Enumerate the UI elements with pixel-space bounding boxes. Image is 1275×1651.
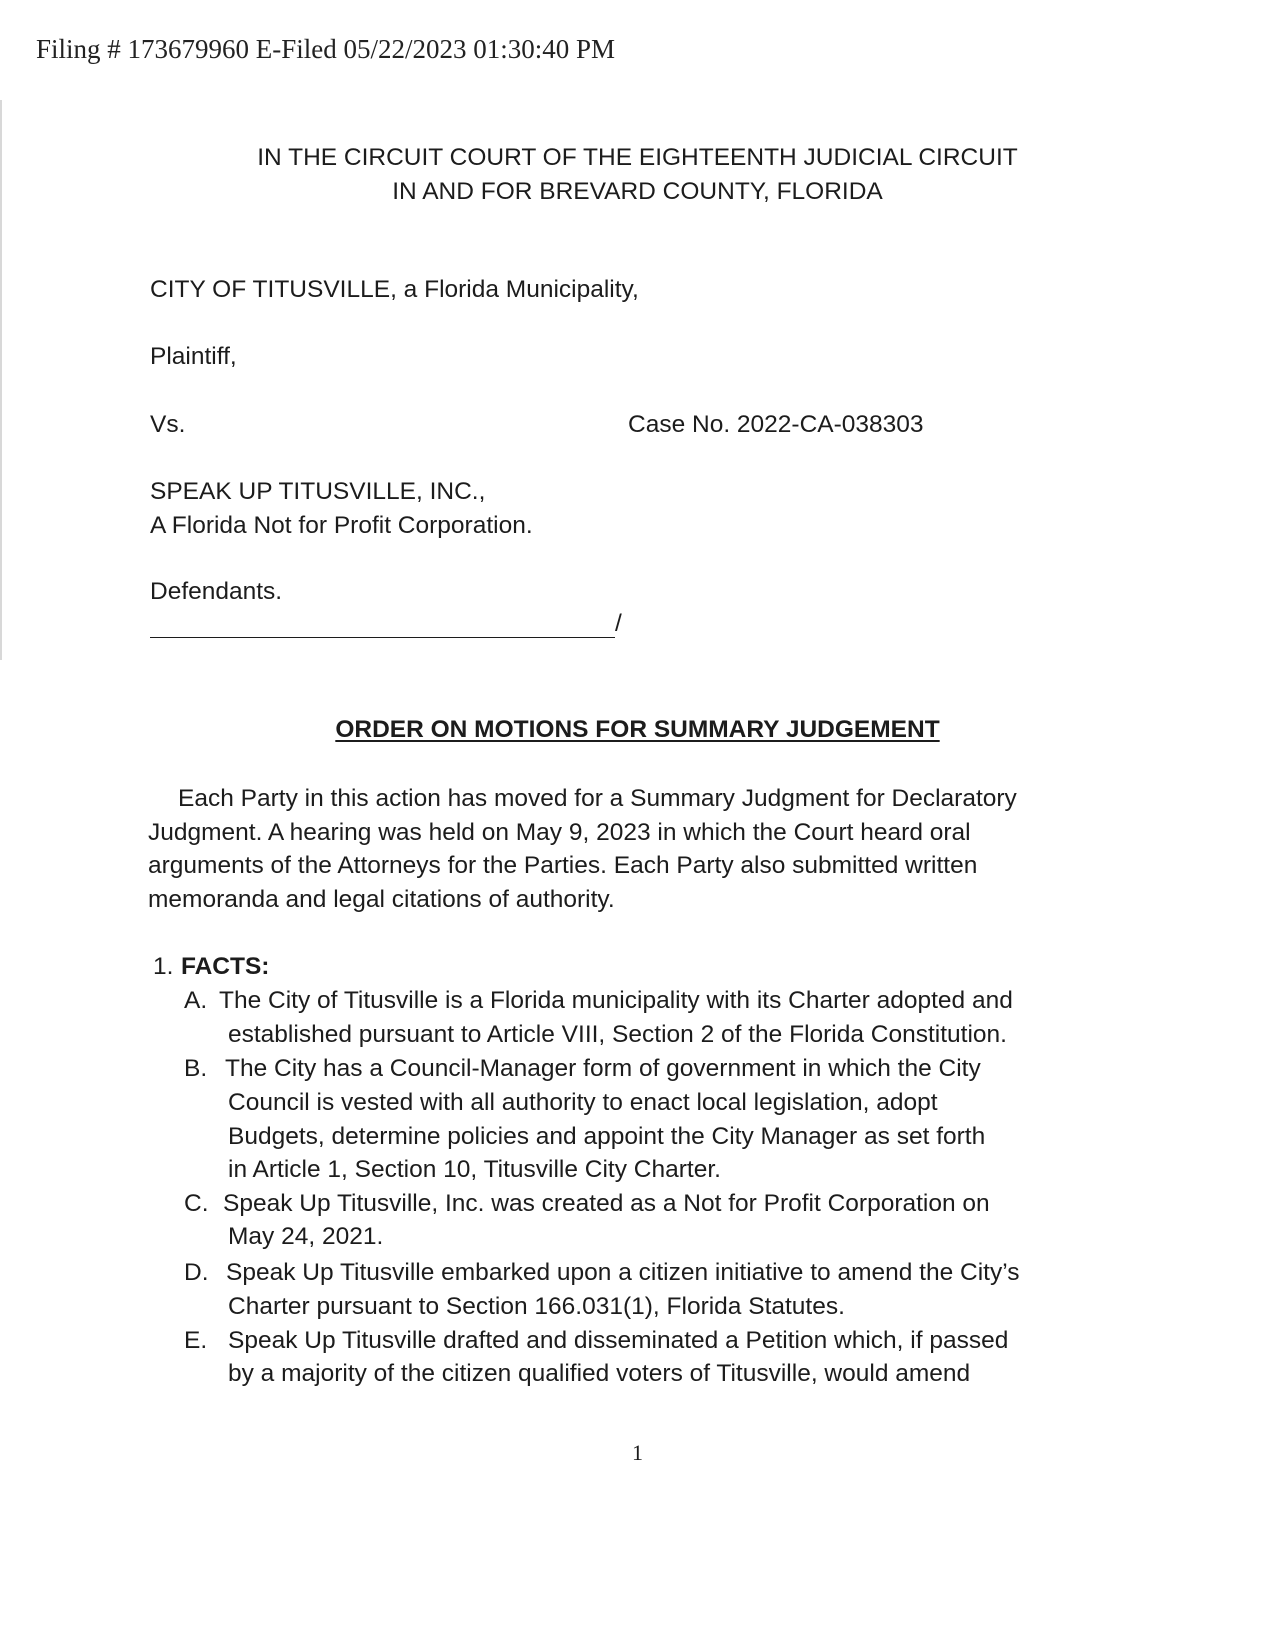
fact-b-line-3: Budgets, determine policies and appoint the City Manager as set forth — [228, 1123, 986, 1150]
fact-a-line-1: The City of Titusville is a Florida municipality with its Charter adopted and — [219, 987, 1013, 1014]
fact-b-line-4: in Article 1, Section 10, Titusville City Charter. — [228, 1156, 721, 1183]
fact-b-line-2: Council is vested with all authority to enact local legislation, adopt — [228, 1089, 938, 1116]
caption-slash: / — [615, 610, 622, 637]
defendant-role: Defendants. — [150, 578, 283, 605]
filing-header: Filing # 173679960 E-Filed 05/22/2023 01:30:40 PM — [36, 34, 616, 64]
fact-b-letter: B. — [184, 1055, 208, 1082]
plaintiff-name: CITY OF TITUSVILLE, a Florida Municipality, — [150, 276, 639, 303]
intro-line-3: arguments of the Attorneys for the Parties. Each Party also submitted written — [148, 852, 978, 879]
fact-e-line-1: Speak Up Titusville drafted and disseminated a Petition which, if passed — [228, 1327, 1009, 1354]
defendant-description: A Florida Not for Profit Corporation. — [150, 512, 533, 539]
intro-line-1: Each Party in this action has moved for a Summary Judgment for Declaratory — [178, 785, 1017, 812]
fact-b-line-1: The City has a Council-Manager form of government in which the City — [225, 1055, 981, 1082]
fact-a-letter: A. — [184, 987, 208, 1014]
fact-d-letter: D. — [184, 1259, 209, 1286]
page-number: 1 — [632, 1440, 643, 1465]
section-number: 1. — [153, 953, 174, 980]
plaintiff-role: Plaintiff, — [150, 343, 237, 370]
fact-c-line-2: May 24, 2021. — [228, 1223, 384, 1250]
fact-e-letter: E. — [184, 1327, 208, 1354]
versus-label: Vs. — [150, 411, 186, 438]
section-title: FACTS: — [181, 953, 270, 980]
fact-e-line-2: by a majority of the citizen qualified voters of Titusville, would amend — [228, 1360, 971, 1387]
fact-c-line-1: Speak Up Titusville, Inc. was created as a Not for Profit Corporation on — [223, 1190, 990, 1217]
fact-d-line-1: Speak Up Titusville embarked upon a citizen initiative to amend the City’s — [226, 1259, 1020, 1286]
defendant-name: SPEAK UP TITUSVILLE, INC., — [150, 478, 486, 505]
intro-line-2: Judgment. A hearing was held on May 9, 2023 in which the Court heard oral — [148, 819, 971, 846]
court-name-line-1: IN THE CIRCUIT COURT OF THE EIGHTEENTH JUDICIAL CIRCUIT — [257, 144, 1018, 171]
order-title: ORDER ON MOTIONS FOR SUMMARY JUDGEMENT — [335, 716, 940, 743]
fact-c-letter: C. — [184, 1190, 209, 1217]
fact-a-line-2: established pursuant to Article VIII, Section 2 of the Florida Constitution. — [228, 1021, 1007, 1048]
case-number: Case No. 2022-CA-038303 — [628, 411, 924, 438]
court-name-line-2: IN AND FOR BREVARD COUNTY, FLORIDA — [392, 178, 883, 205]
fact-d-line-2: Charter pursuant to Section 166.031(1), Florida Statutes. — [228, 1293, 845, 1320]
intro-line-4: memoranda and legal citations of authority. — [148, 886, 615, 913]
caption-rule-line — [150, 637, 615, 638]
